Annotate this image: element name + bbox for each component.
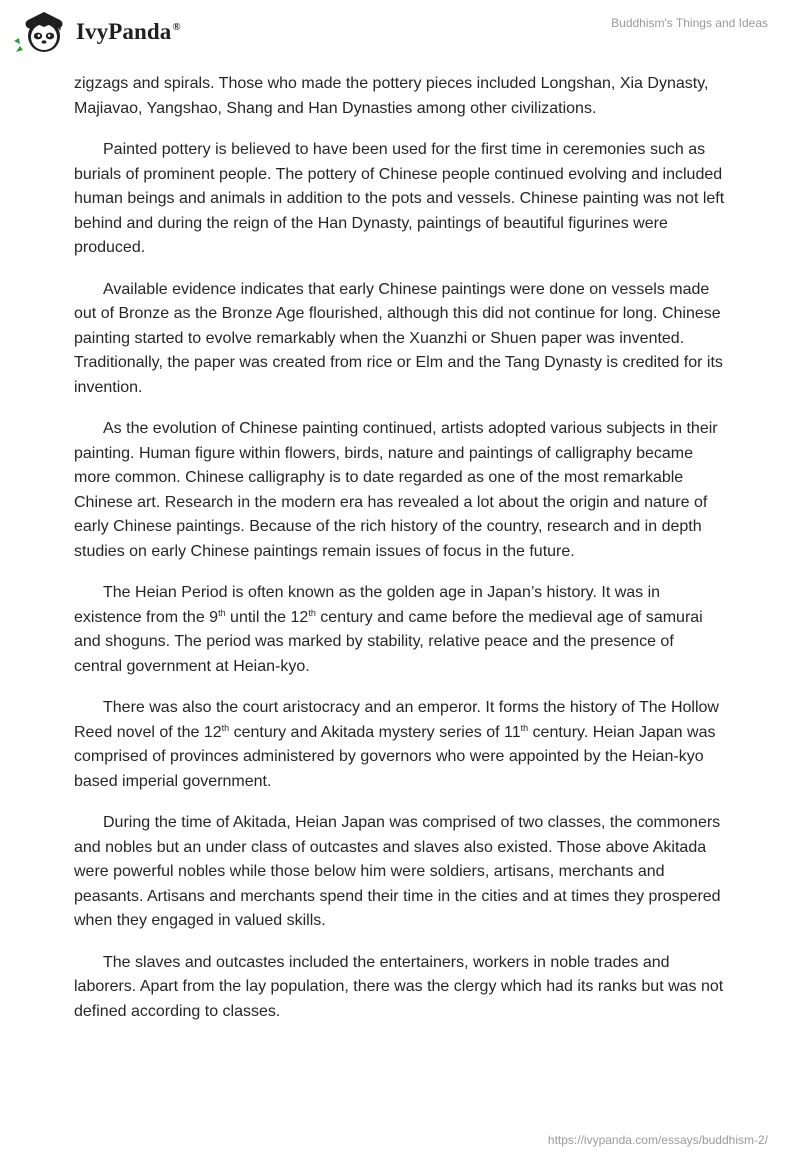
paragraph-text: There was also the court aristocracy and an emperor. It forms the history of The Hollow Reed novel of the 12 bbox=[74, 699, 719, 741]
ordinal-superscript: th bbox=[218, 607, 226, 618]
paragraph-text: until the 12 bbox=[225, 608, 309, 626]
paragraph bbox=[74, 278, 726, 401]
essay-body bbox=[74, 72, 726, 1041]
paragraph bbox=[74, 417, 726, 564]
ordinal-superscript: th bbox=[520, 722, 529, 733]
paragraph-text: The slaves and outcastes included the entertainers, workers in noble trades and laborers. Apart from the lay population, there was the clergy which had its ranks but was not defined according to classes. bbox=[74, 953, 724, 1020]
paragraph-text: During the time of Akitada, Heian Japan was comprised of two classes, the commoners and nobles but an under class of outcastes and slaves also existed. Those above Akitada were powerful nobles while those below him were soldiers, artisans, merchants and peasants. Artisans and merchants spend their time in the cities and at times they prospered when they engaged in valued skills. bbox=[74, 814, 721, 929]
ordinal-superscript: th bbox=[221, 722, 230, 733]
ordinal-superscript: th bbox=[308, 607, 316, 618]
paragraph bbox=[74, 951, 726, 1025]
paragraph-text: The Heian Period is often known as the golden age in Japan’s history. It was in existence from the 9 bbox=[74, 584, 661, 626]
paragraph-text: Painted pottery is believed to have been used for the first time in ceremonies such as burials of prominent people. The pottery of Chinese people continued evolving and included human beings and animals in addition to the pots and vessels. Chinese painting was not left behind and during the reign of the Han Dynasty, paintings of beautiful figurines were produced. bbox=[74, 141, 725, 256]
source-url-link[interactable]: https://ivypanda.com/essays/buddhism-2/ bbox=[547, 1133, 768, 1147]
paragraph-text: century. Heian Japan was comprised of provinces administered by governors who were appointed by the Heian-kyo based imperial government. bbox=[74, 723, 716, 790]
paragraph-text: Available evidence indicates that early Chinese paintings were done on vessels made out of Bronze as the Bronze Age flourished, although this did not continue for long. Chinese painting started to evolve remarkably when the Xuanzhi or Shuen paper was invented. Traditionally, the paper was created from rice or Elm and the Tang Dynasty is credited for its invention. bbox=[74, 280, 723, 396]
paragraph bbox=[74, 696, 726, 794]
panda-graduate-icon bbox=[14, 8, 74, 56]
paragraph bbox=[74, 811, 726, 934]
logo-text: IvyPanda® bbox=[76, 19, 181, 44]
paragraph bbox=[74, 72, 726, 121]
ivypanda-logo[interactable] bbox=[14, 8, 181, 56]
logo-registered-mark: ® bbox=[172, 21, 181, 34]
paragraph bbox=[74, 581, 726, 679]
paragraph-text: century and came before the medieval age of samurai and shoguns. The period was marked by stability, relative peace and the presence of central government at Heian-kyo. bbox=[74, 608, 703, 675]
document-title: Buddhism's Things and Ideas bbox=[611, 16, 768, 30]
paragraph-text: As the evolution of Chinese painting continued, artists adopted various subjects in their painting. Human figure within flowers, birds, nature and paintings of calligraphy became more common. Chinese calligraphy is to date regarded as one of the most remarkable Chinese art. Research in the modern era has revealed a lot about the origin and nature of early Chinese paintings. Because of the rich history of the country, research and in depth studies on early Chinese paintings remain issues of focus in the future. bbox=[74, 420, 718, 560]
paragraph-text: zigzags and spirals. Those who made the pottery pieces included Longshan, Xia Dynasty, Majiavao, Yangshao, Shang and Han Dynasties among other civilizations. bbox=[74, 75, 709, 117]
paragraph-text: century and Akitada mystery series of 11 bbox=[229, 723, 521, 741]
paragraph bbox=[74, 138, 726, 261]
